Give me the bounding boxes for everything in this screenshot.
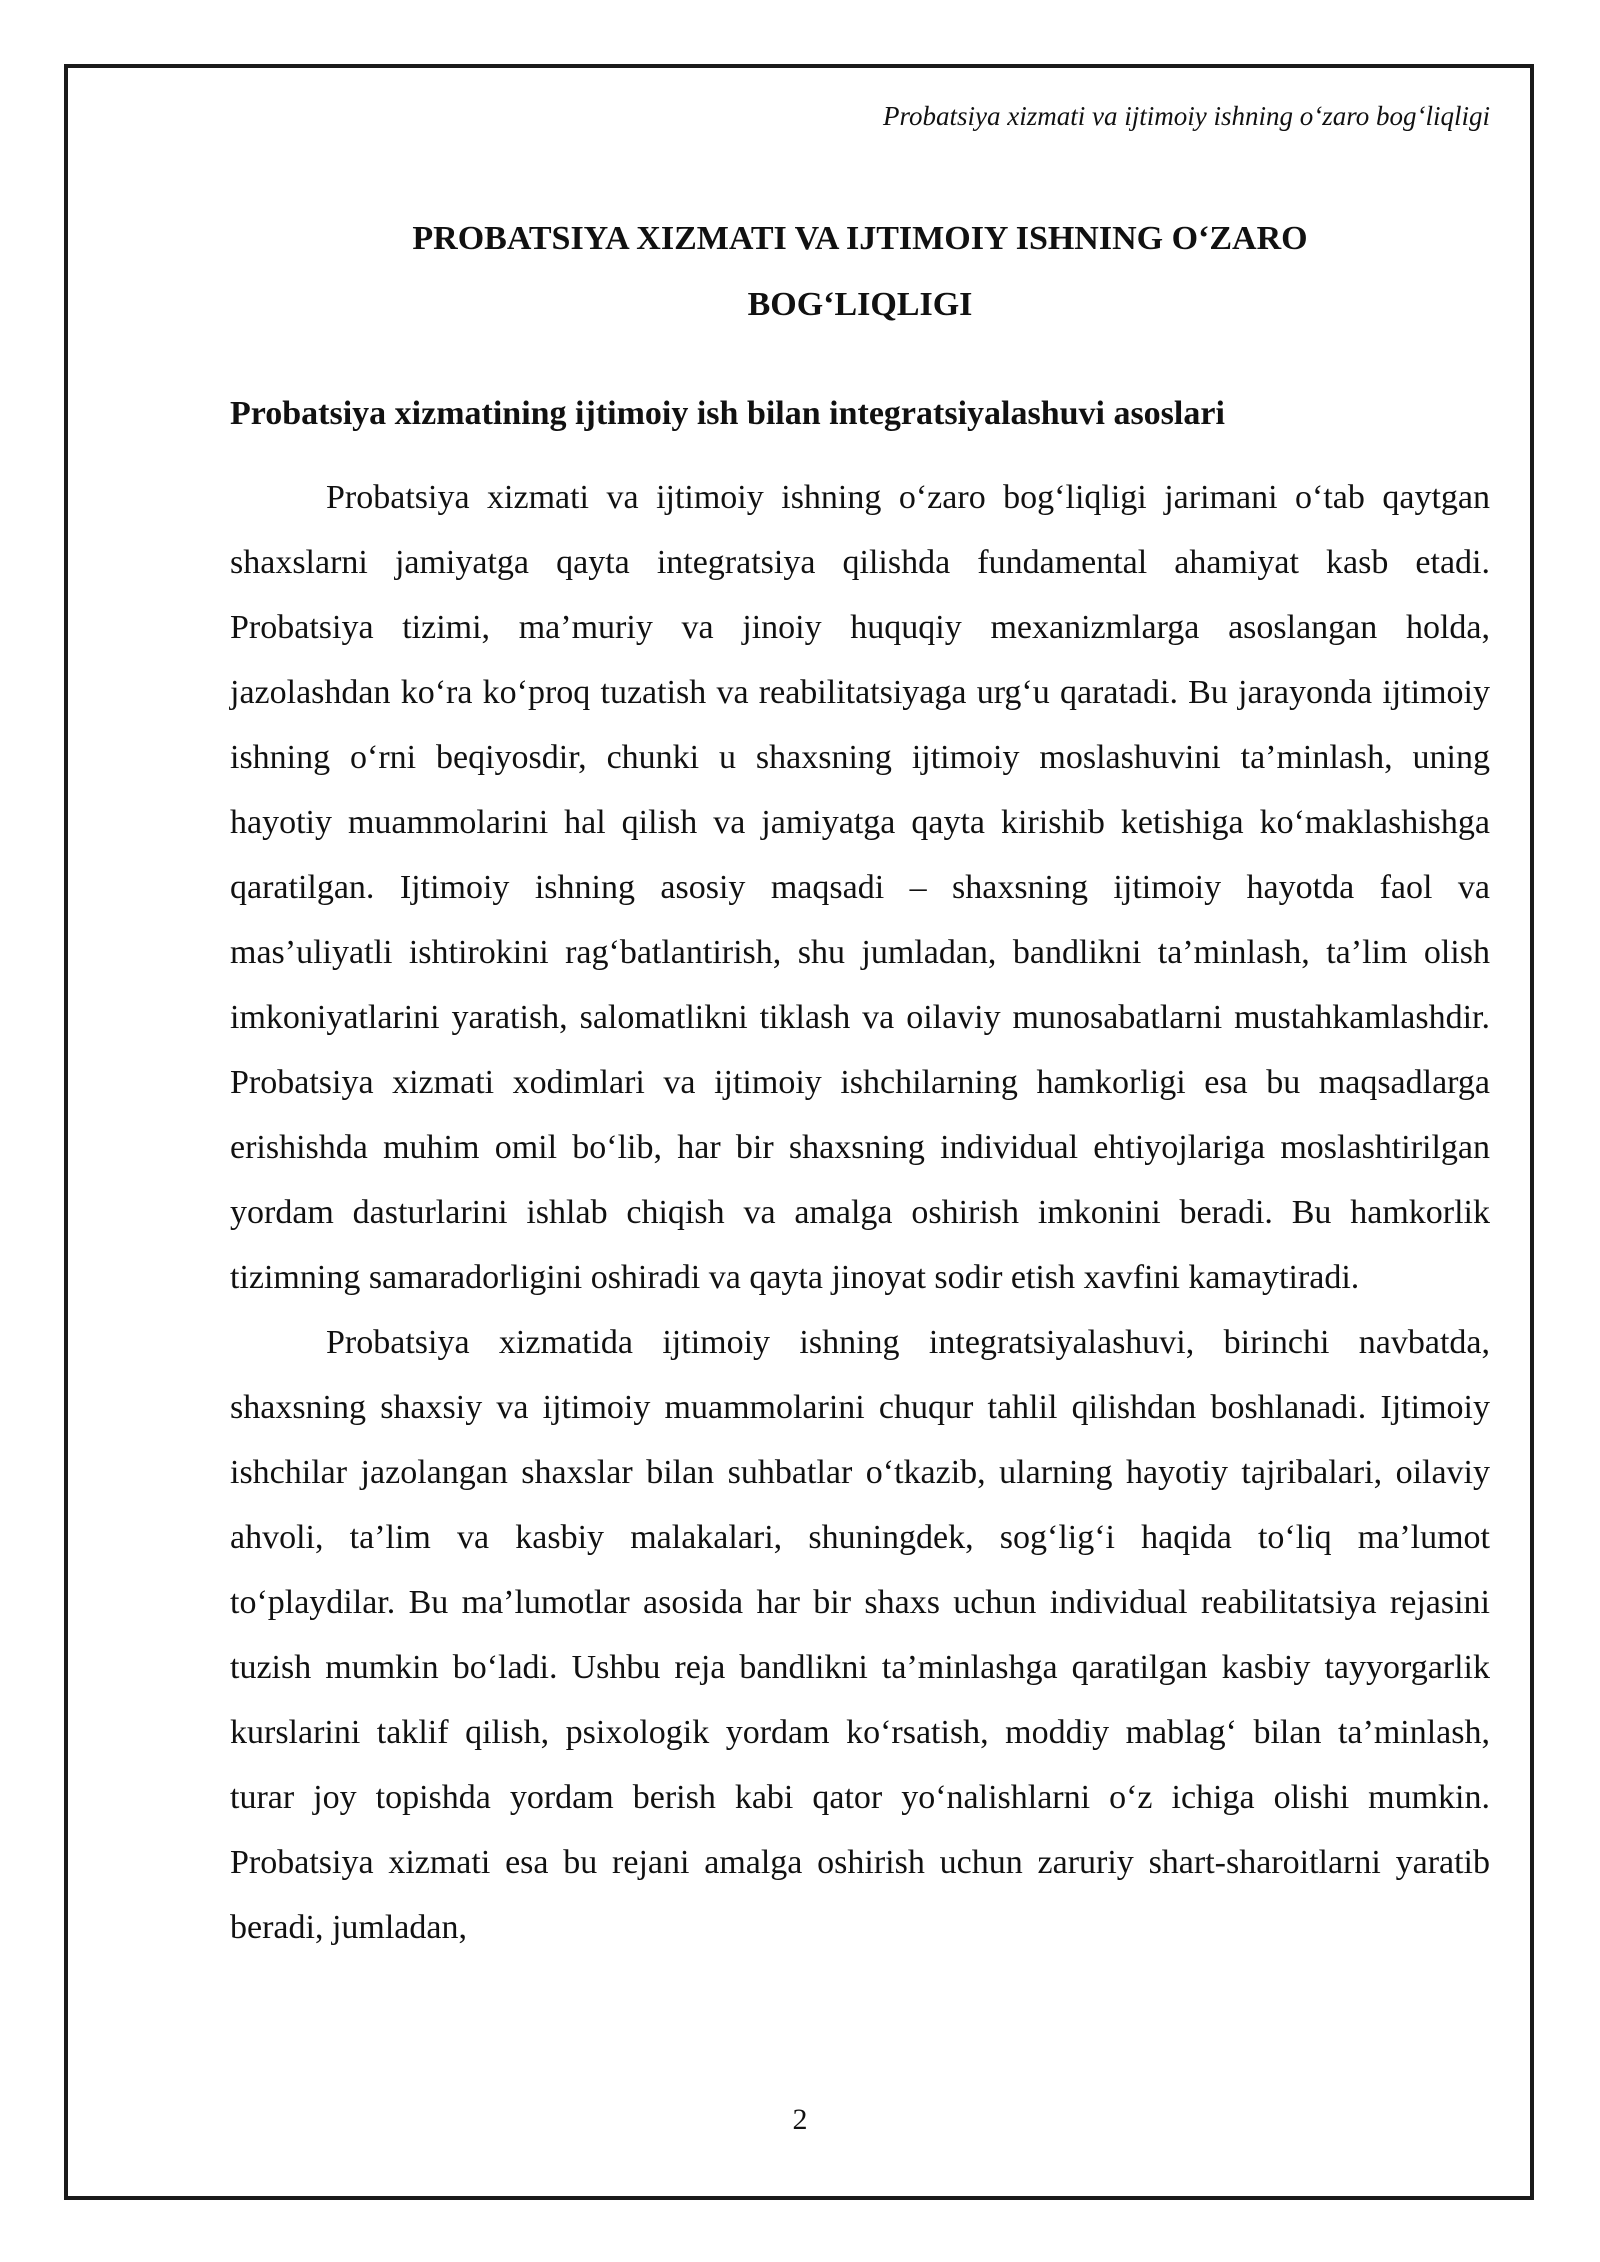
paragraph-1: Probatsiya xizmati va ijtimoiy ishning o‘zaro bog‘liqligi jarimani o‘tab qaytgan shaxslarni jamiyatga qayta integratsiya qilishda fundamental ahamiyat kasb etadi. Probatsiya tizimi, ma’muriy va jinoiy huquqiy mexanizmlarga asoslangan holda, jazolashdan ko‘ra ko‘proq tuzatish va reabilitatsiyaga urg‘u qaratadi. Bu jarayonda ijtimoiy ishning o‘rni beqiyosdir, chunki u shaxsning ijtimoiy moslashuvini ta’minlash, uning hayotiy muammolarini hal qilish va jamiyatga qayta kirishib ketishiga ko‘maklashishga qaratilgan. Ijtimoiy ishning asosiy maqsadi – shaxsning ijtimoiy hayotda faol va mas’uliyatli ishtirokini rag‘batlantirish, shu jumladan, bandlikni ta’minlash, ta’lim olish imkoniyatlarini yaratish, salomatlikni tiklash va oilaviy munosabatlarni mustahkamlashdir. Probatsiya xizmati xodimlari va ijtimoiy ishchilarning hamkorligi esa bu maqsadlarga erishishda muhim omil bo‘lib, har bir shaxsning individual ehtiyojlariga moslashtirilgan yordam dasturlarini ishlab chiqish va amalga oshirish imkonini beradi. Bu hamkorlik tizimning samaradorligini oshiradi va qayta jinoyat sodir etish xavfini kamaytiradi.: [230, 479, 1490, 1296]
running-header: Probatsiya xizmati va ijtimoiy ishning o‘zaro bog‘liqligi: [883, 101, 1490, 131]
document-title: [230, 206, 1490, 338]
page-number: 2: [792, 2103, 808, 2136]
paragraph-2: Probatsiya xizmatida ijtimoiy ishning integratsiyalashuvi, birinchi navbatda, shaxsning shaxsiy va ijtimoiy muammolarini chuqur tahlil qilishdan boshlanadi. Ijtimoiy ishchilar jazolangan shaxslar bilan suhbatlar o‘tkazib, ularning hayotiy tajribalari, oilaviy ahvoli, ta’lim va kasbiy malakalari, shuningdek, sog‘lig‘i haqida to‘liq ma’lumot to‘playdilar. Bu ma’lumotlar asosida har bir shaxs uchun individual reabilitatsiya rejasini tuzish mumkin bo‘ladi. Ushbu reja bandlikni ta’minlashga qaratilgan kasbiy tayyorgarlik kurslarini taklif qilish, psixologik yordam ko‘rsatish, moddiy mablag‘ bilan ta’minlash, turar joy topishda yordam berish kabi qator yo‘nalishlarni o‘z ichiga olishi mumkin. Probatsiya xizmati esa bu rejani amalga oshirish uchun zaruriy shart-sharoitlarni yaratib beradi, jumladan,: [230, 1324, 1490, 1946]
body-text: [230, 465, 1490, 1960]
document-title-line-2: BOG‘LIQLIGI: [747, 286, 973, 323]
section-heading: Probatsiya xizmatining ijtimoiy ish bilan integratsiyalashuvi asoslari: [230, 395, 1225, 432]
document-title-line-1: PROBATSIYA XIZMATI VA IJTIMOIY ISHNING O‘ZARO: [412, 220, 1308, 257]
